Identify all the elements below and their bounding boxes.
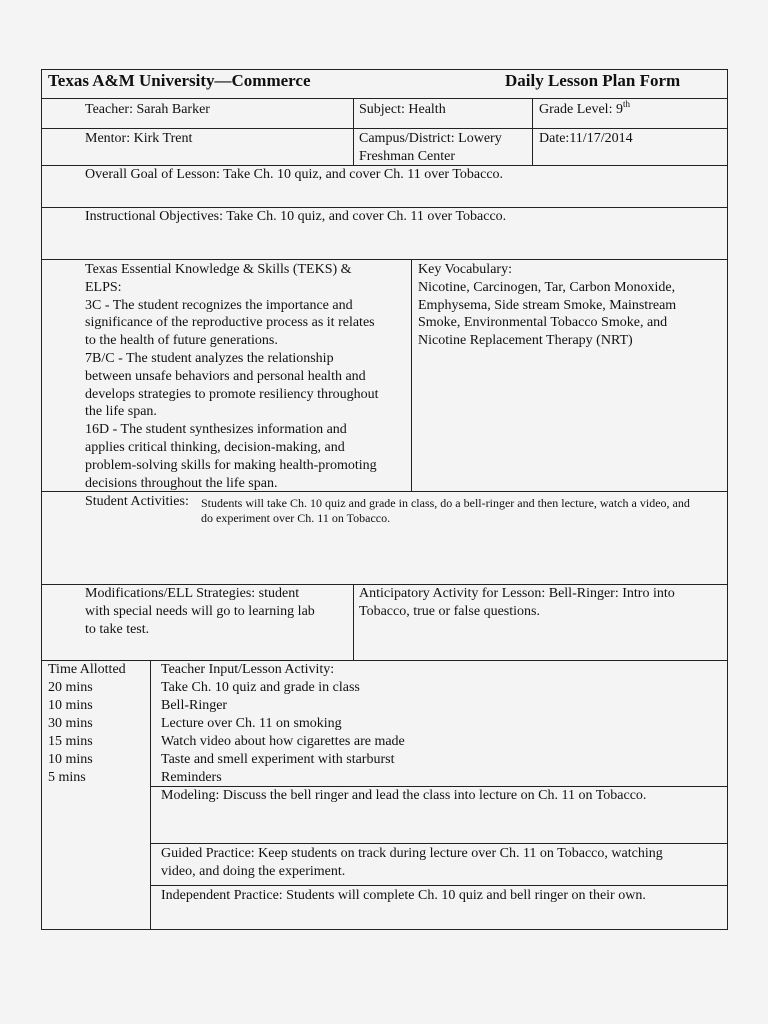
teks-line: 16D - The student synthesizes information and bbox=[85, 422, 347, 438]
date-label: Date:11/17/2014 bbox=[539, 131, 633, 146]
lesson-activity-item: Taste and smell experiment with starburst bbox=[161, 752, 395, 767]
grade-text: Grade Level: 9 bbox=[539, 102, 623, 117]
subject-label: Subject: Health bbox=[359, 102, 446, 117]
teks-line: 3C - The student recognizes the importance and bbox=[85, 297, 353, 313]
lesson-activity-list bbox=[161, 661, 405, 787]
teks-line: applies critical thinking, decision-making, and bbox=[85, 439, 345, 455]
lesson-activity-item: Teacher Input/Lesson Activity: bbox=[161, 662, 335, 677]
modifications-line: with special needs will go to learning lab bbox=[85, 604, 315, 619]
anticipatory-line: Anticipatory Activity for Lesson: Bell-Ringer: Intro into bbox=[359, 586, 675, 601]
vocab-line: Nicotine Replacement Therapy (NRT) bbox=[418, 333, 633, 349]
teks-line: develops strategies to promote resiliency throughout bbox=[85, 386, 379, 402]
teacher-label: Teacher: Sarah Barker bbox=[85, 102, 210, 117]
time-allotted-item: 20 mins bbox=[48, 680, 93, 695]
guided-practice-line: Guided Practice: Keep students on track during lecture over Ch. 11 on Tobacco, watching bbox=[161, 846, 663, 861]
teks-line: Texas Essential Knowledge & Skills (TEKS) & bbox=[85, 262, 352, 277]
teks-line: 7B/C - The student analyzes the relationship bbox=[85, 350, 334, 366]
modeling-text: Modeling: Discuss the bell ringer and lead the class into lecture on Ch. 11 on Tobacco. bbox=[161, 788, 647, 803]
lesson-activity-item: Take Ch. 10 quiz and grade in class bbox=[161, 680, 360, 695]
teks-line: significance of the reproductive process as it relates bbox=[85, 315, 375, 331]
campus-line-1: Campus/District: Lowery bbox=[359, 131, 502, 146]
mentor-label: Mentor: Kirk Trent bbox=[85, 131, 193, 146]
teks-line: the life span. bbox=[85, 404, 157, 420]
lesson-activity-item: Bell-Ringer bbox=[161, 698, 228, 713]
overall-goal: Overall Goal of Lesson: Take Ch. 10 quiz, and cover Ch. 11 over Tobacco. bbox=[85, 167, 504, 182]
anticipatory-line: Tobacco, true or false questions. bbox=[359, 604, 540, 619]
time-allotted-list bbox=[48, 661, 126, 787]
teks-text bbox=[85, 261, 379, 492]
grade-label bbox=[539, 101, 630, 119]
time-allotted-item: 10 mins bbox=[48, 698, 93, 713]
guided-practice-text bbox=[161, 845, 663, 881]
teks-line: to the health of future generations. bbox=[85, 333, 278, 349]
lesson-activity-item: Reminders bbox=[161, 770, 222, 785]
modifications-line: Modifications/ELL Strategies: student bbox=[85, 586, 300, 601]
time-allotted-item: Time Allotted bbox=[48, 662, 126, 677]
vocab-line: Smoke, Environmental Tobacco Smoke, and bbox=[418, 315, 668, 331]
lesson-activity-item: Lecture over Ch. 11 on smoking bbox=[161, 716, 342, 731]
campus-label bbox=[359, 130, 502, 165]
vocab-line: Emphysema, Side stream Smoke, Mainstream bbox=[418, 297, 677, 313]
form-title: Daily Lesson Plan Form bbox=[505, 71, 681, 90]
teks-line: between unsafe behaviors and personal health and bbox=[85, 368, 366, 384]
grade-superscript: th bbox=[622, 99, 630, 109]
student-activities-label: Student Activities: bbox=[85, 494, 189, 509]
campus-line-2: Freshman Center bbox=[359, 148, 456, 164]
modifications-line: to take test. bbox=[85, 622, 150, 637]
time-allotted-item: 5 mins bbox=[48, 770, 86, 785]
guided-practice-line: video, and doing the experiment. bbox=[161, 864, 346, 879]
student-activities-line-1: Students will take Ch. 10 quiz and grade in class, do a bell-ringer and then lecture, watch a video, and bbox=[201, 496, 690, 510]
time-allotted-item: 30 mins bbox=[48, 716, 93, 731]
university-title: Texas A&M University—Commerce bbox=[48, 71, 311, 90]
instructional-objectives: Instructional Objectives: Take Ch. 10 quiz, and cover Ch. 11 over Tobacco. bbox=[85, 209, 507, 224]
time-allotted-item: 10 mins bbox=[48, 752, 93, 767]
teks-line: ELPS: bbox=[85, 279, 122, 295]
vocab-text bbox=[418, 261, 676, 350]
time-allotted-item: 15 mins bbox=[48, 734, 93, 749]
anticipatory-text bbox=[359, 585, 675, 621]
teks-line: problem-solving skills for making health-promoting bbox=[85, 457, 377, 473]
vocab-line: Key Vocabulary: bbox=[418, 262, 512, 277]
independent-practice-text: Independent Practice: Students will complete Ch. 10 quiz and bell ringer on their own. bbox=[161, 888, 646, 903]
modifications-text bbox=[85, 585, 315, 639]
teks-line: decisions throughout the life span. bbox=[85, 475, 278, 491]
lesson-activity-item: Watch video about how cigarettes are made bbox=[161, 734, 405, 749]
vocab-line: Nicotine, Carcinogen, Tar, Carbon Monoxide, bbox=[418, 279, 676, 295]
student-activities-line-2: do experiment over Ch. 11 on Tobacco. bbox=[201, 511, 391, 525]
